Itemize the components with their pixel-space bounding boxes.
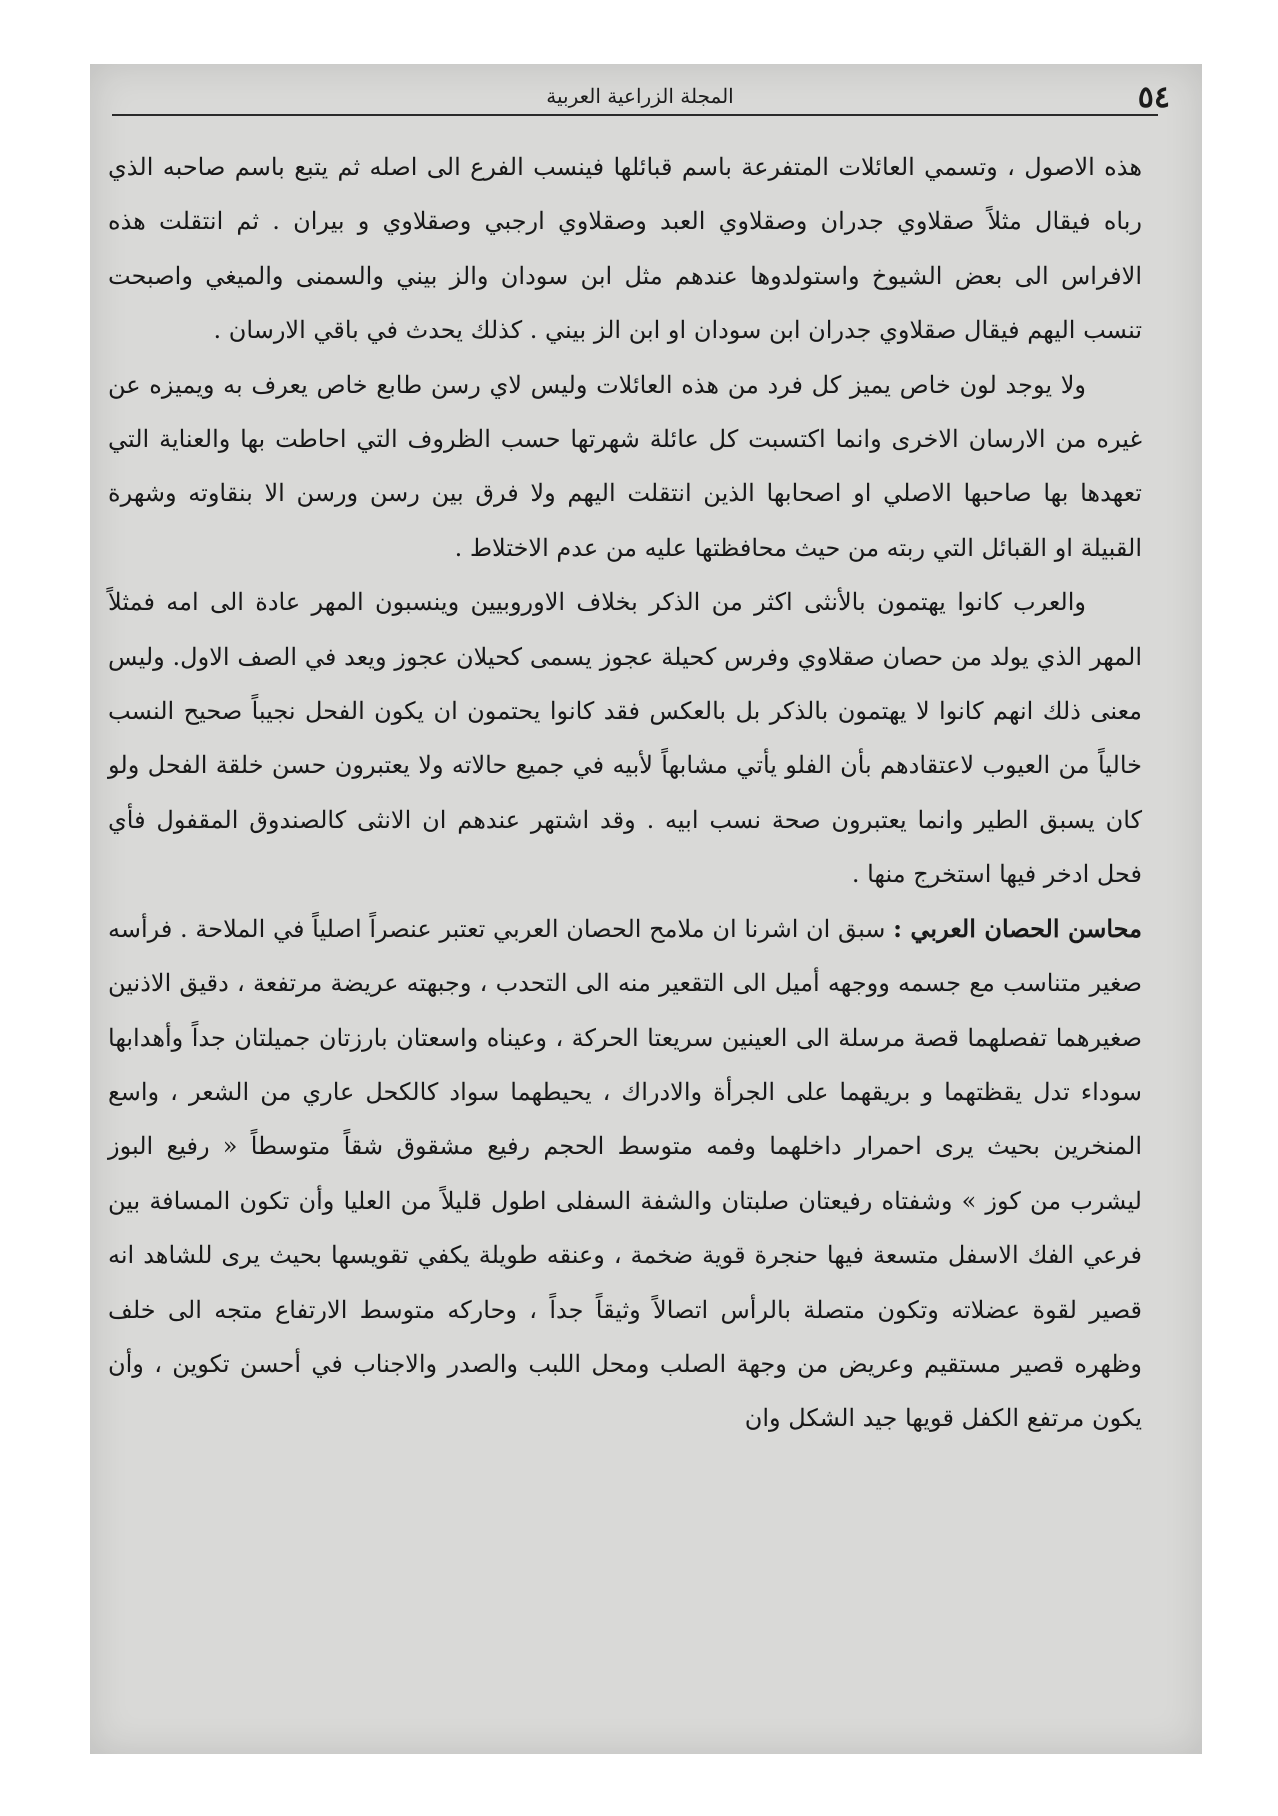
page-number: ٥٤ bbox=[1137, 80, 1170, 115]
paragraph-2: ولا يوجد لون خاص يميز كل فرد من هذه العائلات وليس لاي رسن طابع خاص يعرف به ويميزه عن غيره من الارسان الاخرى وانما اكتسبت كل عائلة شهرتها حسب الظروف التي احاطت بها والعناية التي تعهدها بها صاحبها الاصلي او اصحابها الذين انتقلت اليهم ولا فرق بين رسن ورسن الا بنقاوته وشهرة القبيلة او القبائل التي ربته من حيث محافظتها عليه من عدم الاختلاط . bbox=[108, 370, 1142, 562]
paragraph-3: والعرب كانوا يهتمون بالأنثى اكثر من الذكر بخلاف الاوروبيين وينسبون المهر عادة الى امه فمثلاً المهر الذي يولد من حصان صقلاوي وفرس كحيلة عجوز يسمى كحيلان عجوز ويعد في الصف الاول. وليس معنى ذلك انهم كانوا لا يهتمون بالذكر بل بالعكس فقد كانوا يحتمون ان يكون الفحل نجيباً صحيح النسب خالياً من العيوب لاعتقادهم بأن الفلو يأتي مشابهاً لأبيه في جميع حالاته ولا يعتبرون حسن خلقة الفحل ولو كان يسبق الطير وانما يعتبرون صحة نسب ابيه . وقد اشتهر عندهم ان الانثى كالصندوق المقفول فأي فحل ادخر فيها استخرج منها . bbox=[108, 588, 1143, 889]
section-heading: محاسن الحصان العربي : bbox=[893, 913, 1143, 943]
paragraph-1: هذه الاصول ، وتسمي العائلات المتفرعة باسم قبائلها فينسب الفرع الى اصله ثم يتبع باسم صاحبه الذي رباه فيقال مثلاً صقلاوي جدران وصقلاوي العبد وصقلاوي ارجبي وصقلاوي و بيران . ثم انتقلت هذه الافراس الى بعض الشيوخ واستولدوها عندهم مثل ابن سودان والز بيني والسمنى والميغي واصبحت تنسب اليهم فيقال صقلاوي جدران ابن سودان او ابن الز بيني . كذلك يحدث في باقي الارسان . bbox=[108, 153, 1143, 345]
section-paragraph bbox=[108, 902, 1142, 1446]
header-rule bbox=[112, 114, 1158, 116]
section-text: سبق ان اشرنا ان ملامح الحصان العربي تعتبر عنصراً اصلياً في الملاحة . فرأسه صغير متناسب مع جسمه ووجهه أميل الى التقعير منه الى التحدب ، وجبهته عريضة مرتفعة ، دقيق الاذنين صغيرهما تفصلهما قصة مرسلة الى العينين سريعتا الحركة ، وعيناه واسعتان بارزتان جميلتان جداً وأهدابها سوداء تدل يقظتهما و بريقهما على الجرأة والادراك ، يحيطهما سواد كالكحل عاري من الشعر ، واسع المنخرين بحيث يرى احمرار داخلهما وفمه متوسط الحجم رفيع مشقوق شقاً متوسطاً « رفيع البوز ليشرب من كوز » وشفتاه رفيعتان صلبتان والشفة السفلى اطول قليلاً من العليا وأن تكون المسافة بين فرعي الفك الاسفل متسعة فيها حنجرة قوية ضخمة ، وعنقه طويلة يكفي تقويسها بحيث يرى للشاهد انه قصير لقوة عضلاته وتكون متصلة بالرأس اتصالاً وثيقاً جداً ، وحاركه متوسط الارتفاع متجه الى خلف وظهره قصير مستقيم وعريض من وجهة الصلب ومحل اللبب والصدر والاجناب في أحسن تكوين ، وأن يكون مرتفع الكفل قويها جيد الشكل وان bbox=[108, 914, 1143, 1433]
article-body bbox=[108, 140, 1142, 1446]
journal-title: المجلة الزراعية العربية bbox=[546, 84, 734, 108]
